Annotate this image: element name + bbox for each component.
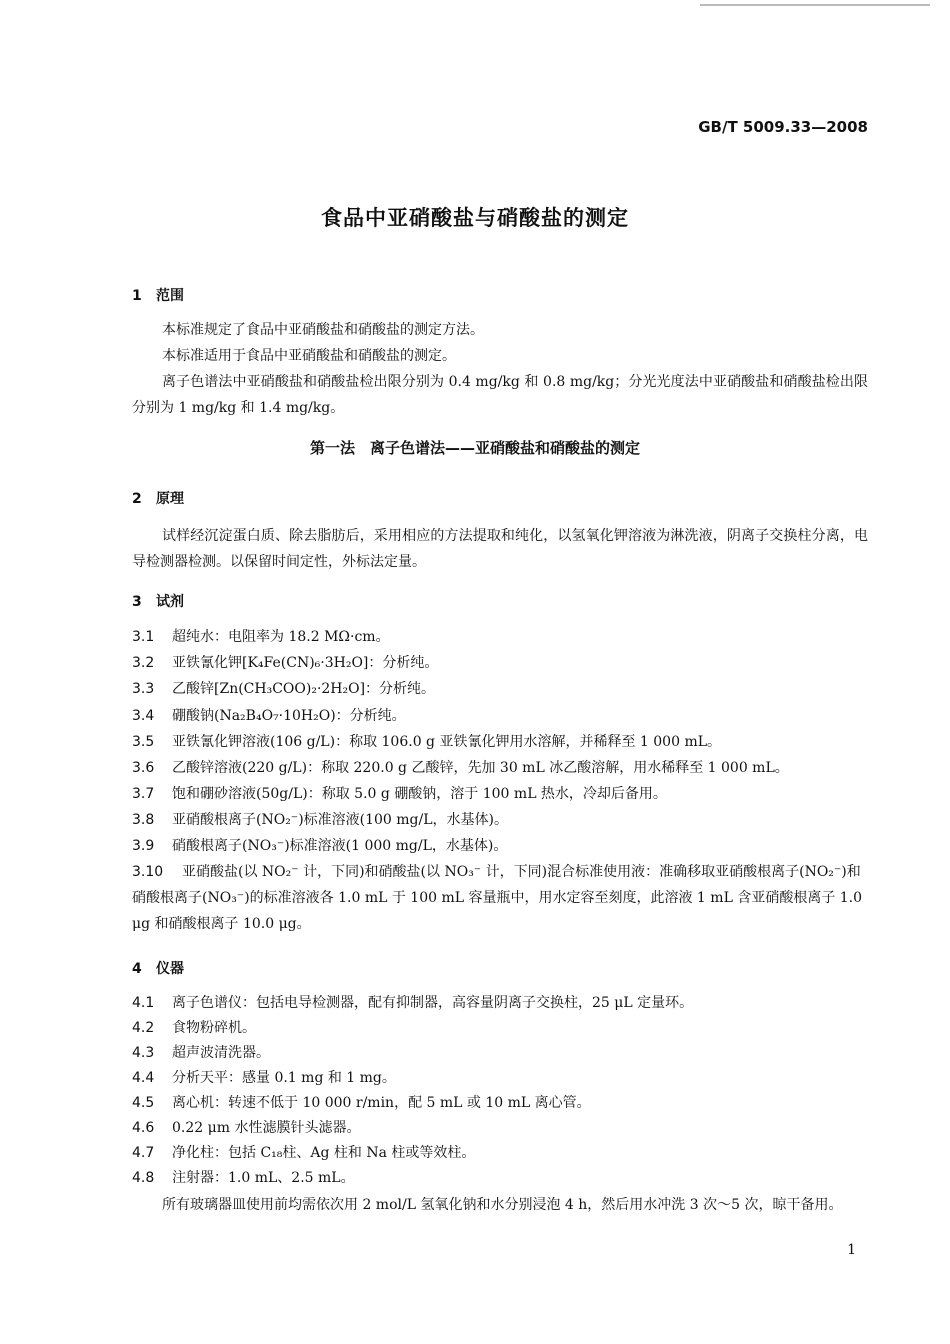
item-text: 亚硝酸根离子(NO₂⁻)标准溶液(100 mg/L，水基体)。: [172, 812, 508, 828]
page-number: 1: [847, 1242, 856, 1258]
item-number: 4.6: [132, 1120, 155, 1136]
list-item: [132, 1065, 868, 1091]
section-heading-reagents: [132, 591, 184, 611]
item-text: 超纯水：电阻率为 18.2 MΩ·cm。: [172, 629, 390, 645]
item-number: 4.4: [132, 1070, 155, 1086]
section-number: 3: [132, 594, 142, 610]
item-number: 3.9: [132, 838, 155, 854]
paragraph: 试样经沉淀蛋白质、除去脂肪后，采用相应的方法提取和纯化，以氢氧化钾溶液为淋洗液，阴离子交换柱分离，电导检测器检测。以保留时间定性，外标法定量。: [132, 528, 868, 570]
list-item: [132, 755, 868, 781]
item-number: 4.5: [132, 1095, 155, 1111]
section-number: 1: [132, 288, 142, 304]
paragraph: 离子色谱法中亚硝酸盐和硝酸盐检出限分别为 0.4 mg/kg 和 0.8 mg/kg；分光光度法中亚硝酸盐和硝酸盐检出限分别为 1 mg/kg 和 1.4 mg/kg。: [132, 374, 868, 416]
item-text: 超声波清洗器。: [172, 1045, 270, 1061]
section-title: 范围: [156, 288, 184, 304]
list-item: [132, 859, 868, 937]
item-text: 硼酸钠(Na₂B₄O₇·10H₂O)：分析纯。: [172, 708, 406, 724]
item-number: 3.2: [132, 655, 155, 671]
item-text: 亚硝酸盐(以 NO₂⁻ 计，下同)和硝酸盐(以 NO₃⁻ 计，下同)混合标准使用液：准确移取亚硝酸根离子(NO₂⁻)和硝酸根离子(NO₃⁻)的标准溶液各 1.0 mL 于 100 mL 容量瓶中，用水定容至刻度，此溶液 1 mL 含亚硝酸根离子 1.0 μg 和硝酸根离子 10.0 μg。: [132, 864, 863, 932]
list-item: [132, 807, 868, 833]
scan-edge-line: [700, 4, 930, 6]
list-item: [132, 703, 868, 729]
list-item: [132, 1015, 868, 1041]
section-number: 2: [132, 491, 142, 507]
item-number: 3.7: [132, 786, 155, 802]
list-item: [132, 1090, 868, 1116]
list-item: [132, 1165, 868, 1191]
item-text: 乙酸锌溶液(220 g/L)：称取 220.0 g 乙酸锌，先加 30 mL 冰乙酸溶解，用水稀释至 1 000 mL。: [172, 760, 789, 776]
item-text: 净化柱：包括 C₁₈柱、Ag 柱和 Na 柱或等效柱。: [172, 1145, 476, 1161]
item-number: 3.10: [132, 864, 164, 880]
section-title: 试剂: [156, 594, 184, 610]
list-item: [132, 676, 868, 702]
list-item: [132, 833, 868, 859]
section-heading-apparatus: [132, 958, 184, 978]
section-title: 仪器: [156, 961, 184, 977]
list-item: [132, 1115, 868, 1141]
item-number: 3.6: [132, 760, 155, 776]
paragraph-note: 所有玻璃器皿使用前均需依次用 2 mol/L 氢氧化钠和水分别浸泡 4 h，然后用水冲洗 3 次～5 次，晾干备用。: [162, 1197, 843, 1213]
item-text: 离子色谱仪：包括电导检测器，配有抑制器，高容量阴离子交换柱，25 μL 定量环。: [172, 995, 694, 1011]
page-title: 食品中亚硝酸盐与硝酸盐的测定: [321, 206, 629, 230]
item-text: 注射器：1.0 mL、2.5 mL。: [172, 1170, 355, 1186]
section-heading-principle: [132, 488, 184, 508]
item-number: 4.3: [132, 1045, 155, 1061]
item-number: 3.8: [132, 812, 155, 828]
list-item: [132, 650, 868, 676]
item-number: 4.1: [132, 995, 155, 1011]
list-item: [132, 729, 868, 755]
item-text: 亚铁氰化钾[K₄Fe(CN)₆·3H₂O]：分析纯。: [172, 655, 439, 671]
item-text: 离心机：转速不低于 10 000 r/min，配 5 mL 或 10 mL 离心管。: [172, 1095, 591, 1111]
method-title: 第一法 离子色谱法——亚硝酸盐和硝酸盐的测定: [309, 439, 640, 457]
item-text: 乙酸锌[Zn(CH₃COO)₂·2H₂O]：分析纯。: [172, 681, 436, 697]
item-text: 饱和硼砂溶液(50g/L)：称取 5.0 g 硼酸钠，溶于 100 mL 热水，冷却后备用。: [172, 786, 667, 802]
list-item: [132, 624, 868, 650]
item-number: 3.1: [132, 629, 155, 645]
item-number: 3.5: [132, 734, 155, 750]
list-item: [132, 781, 868, 807]
list-item: [132, 1140, 868, 1166]
item-number: 4.2: [132, 1020, 155, 1036]
item-text: 分析天平：感量 0.1 mg 和 1 mg。: [172, 1070, 396, 1086]
section-title: 原理: [156, 491, 184, 507]
item-text: 0.22 μm 水性滤膜针头滤器。: [172, 1120, 361, 1136]
section-heading-scope: [132, 285, 184, 305]
section-number: 4: [132, 961, 142, 977]
list-item: [132, 1040, 868, 1066]
item-number: 3.3: [132, 681, 155, 697]
item-number: 4.7: [132, 1145, 155, 1161]
paragraph: 本标准适用于食品中亚硝酸盐和硝酸盐的测定。: [162, 348, 456, 364]
item-text: 硝酸根离子(NO₃⁻)标准溶液(1 000 mg/L，水基体)。: [172, 838, 508, 854]
item-number: 3.4: [132, 708, 155, 724]
list-item: [132, 990, 868, 1016]
item-number: 4.8: [132, 1170, 155, 1186]
item-text: 食物粉碎机。: [172, 1020, 256, 1036]
paragraph: 本标准规定了食品中亚硝酸盐和硝酸盐的测定方法。: [162, 322, 484, 338]
standard-code: GB/T 5009.33—2008: [698, 118, 868, 136]
item-text: 亚铁氰化钾溶液(106 g/L)：称取 106.0 g 亚铁氰化钾用水溶解，并稀释至 1 000 mL。: [172, 734, 722, 750]
